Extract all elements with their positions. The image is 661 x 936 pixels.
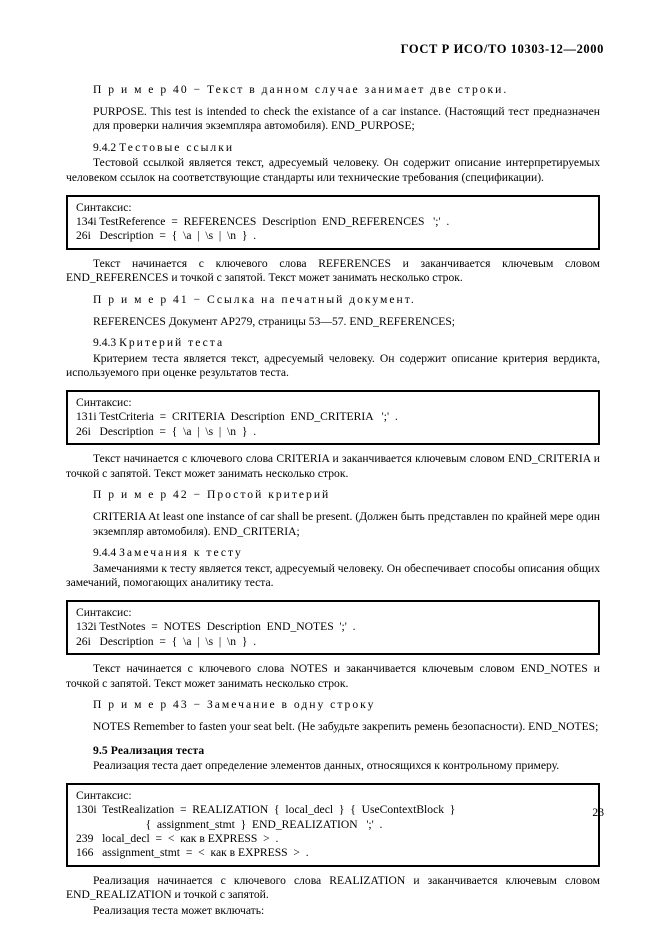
section-title-9-4-4: Замечания к тесту	[119, 546, 243, 560]
example-40-label: П р и м е р 40 − Текст в данном случае занимает две строки.	[93, 83, 509, 96]
section-number-9-4-2: 9.4.2	[93, 140, 120, 154]
paragraph-after-syntax-2: Текст начинается с ключевого слова CRITERIA и заканчивается ключевым словом END_CRITERIA и точкой с запятой. Текст может занимать несколько строк.	[66, 452, 600, 480]
section-heading-9-4-2	[66, 141, 600, 156]
section-heading-9-4-4	[66, 546, 600, 561]
paragraph-after-syntax-4: Реализация начинается с ключевого слова REALIZATION и заканчивается ключевым словом END_REALIZATION и точкой с запятой.	[66, 873, 600, 902]
syntax-rule-131i: 131i TestCriteria = CRITERIA Description END_CRITERIA ';' .	[76, 410, 398, 424]
syntax-box-test-realization	[66, 783, 600, 867]
syntax-label-4: Синтаксис:	[76, 788, 132, 802]
syntax-rule-239: 239 local_decl = < как в EXPRESS > .	[76, 831, 279, 845]
example-43-body: NOTES Remember to fasten your seat belt. (Не забудьте закрепить ремень безопасности). END_NOTES;	[93, 719, 599, 733]
example-42-label: П р и м е р 42 − Простой критерий	[93, 488, 331, 502]
section-heading-9-4-3	[66, 336, 600, 351]
section-title-9-4-3: Критерий теста	[119, 336, 225, 350]
syntax-rule-130i-a: 130i TestRealization = REALIZATION { local_decl } { UseContextBlock }	[76, 803, 456, 817]
example-43-label: П р и м е р 43 − Замечание в одну строку	[93, 698, 376, 712]
section-number-9-4-3: 9.4.3	[93, 336, 120, 350]
syntax-box-test-criteria	[66, 390, 600, 445]
section-9-4-2-paragraph: Тестовой ссылкой является текст, адресуемый человеку. Он содержит описание интерпретируемых человеком ссылок на соответствующие стандарты или технические требования (спецификации).	[66, 156, 600, 184]
syntax-rule-166: 166 assignment_stmt = < как в EXPRESS > .	[76, 846, 309, 860]
paragraph-after-syntax-1: Текст начинается с ключевого слова REFERENCES и заканчивается ключевым словом END_REFERENCES и точкой с запятой. Текст может занимать несколько строк.	[66, 256, 600, 285]
syntax-label-1: Синтаксис:	[76, 200, 132, 214]
syntax-rule-130i-b: { assignment_stmt } END_REALIZATION ';' .	[76, 817, 383, 831]
section-heading-9-5: 9.5 Реализация теста	[93, 743, 205, 757]
section-title-9-4-2: Тестовые ссылки	[119, 140, 235, 154]
section-9-4-3-paragraph: Критерием теста является текст, адресуемый человеку. Он содержит описание критерия вердикта, используемого при оценке результатов теста.	[66, 351, 600, 380]
syntax-rule-26i-b: 26i Description = { \a | \s | \n } .	[76, 424, 257, 438]
syntax-box-test-notes	[66, 600, 600, 655]
example-41-body: REFERENCES Документ AP279, страницы 53—57. END_REFERENCES;	[93, 314, 455, 328]
section-9-4-4-paragraph: Замечаниями к тесту является текст, адресуемый человеку. Он обеспечивает способы описания общих замечаний, помогающих аналитику теста.	[66, 561, 600, 590]
syntax-rule-134i: 134i TestReference = REFERENCES Description END_REFERENCES ';' .	[76, 214, 450, 228]
syntax-box-test-reference	[66, 195, 600, 250]
syntax-rule-132i: 132i TestNotes = NOTES Description END_NOTES ';' .	[76, 620, 356, 634]
final-paragraph: Реализация теста может включать:	[93, 903, 265, 917]
section-number-9-4-4: 9.4.4	[93, 546, 120, 560]
example-42-body: CRITERIA At least one instance of car shall be present. (Должен быть представлен по крайней мере один экземпляр автомобиля). END_CRITERIA;	[93, 509, 600, 538]
syntax-label-2: Синтаксис:	[76, 395, 132, 409]
page-content	[66, 76, 600, 919]
section-9-5-paragraph: Реализация теста дает определение элементов данных, относящихся к контрольному примеру.	[93, 759, 560, 773]
example-41-label: П р и м е р 41 − Ссылка на печатный документ.	[93, 292, 416, 306]
syntax-rule-26i-a: 26i Description = { \a | \s | \n } .	[76, 229, 257, 243]
paragraph-after-syntax-3: Текст начинается с ключевого слова NOTES и заканчивается ключевым словом END_NOTES и точкой с запятой. Текст может занимать несколько строк.	[66, 662, 600, 690]
page-number: 23	[592, 806, 604, 819]
syntax-label-3: Синтаксис:	[76, 605, 132, 619]
example-40-body: PURPOSE. This test is intended to check the existance of a car instance. (Настоящий тест предназначен для проверки наличия экземпляра автомобиля). END_PURPOSE;	[93, 104, 600, 133]
syntax-rule-26i-c: 26i Description = { \a | \s | \n } .	[76, 634, 257, 648]
page-header-standard-number: ГОСТ Р ИСО/ТО 10303-12—2000	[400, 42, 604, 56]
